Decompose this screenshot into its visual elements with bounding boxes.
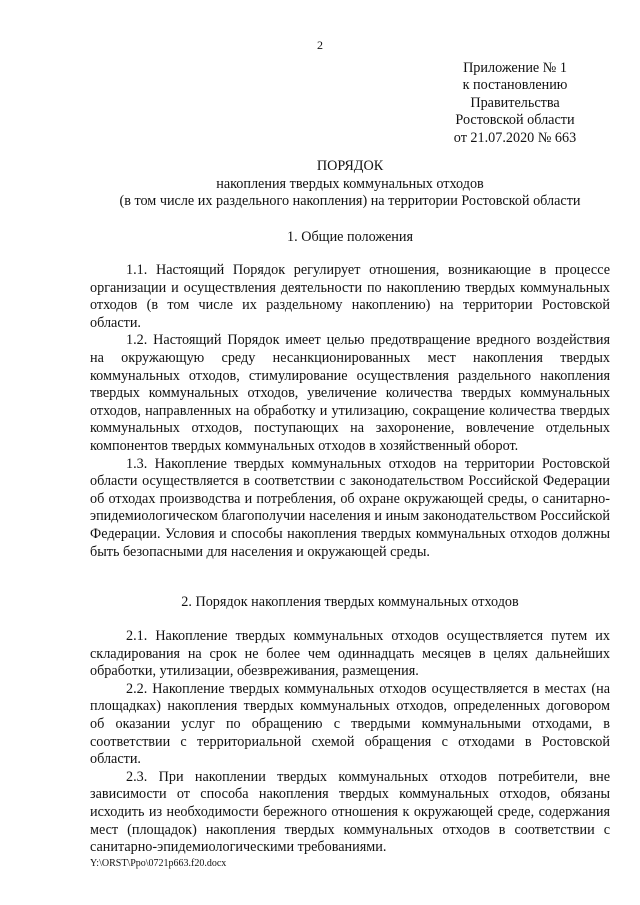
section-heading: 1. Общие положения: [287, 229, 413, 245]
appendix-line: Приложение № 1: [463, 60, 567, 76]
paragraph: 1.2. Настоящий Порядок имеет целью предотвращение вредного воздействия на окружающую среду несанкционированных мест накопления твердых коммунальных отходов, стимулирование осуществления раздельного накопления твердых коммунальных отходов, увеличение количества твердых коммунальных отходов, направленных на обработку и утилизацию, сокращение количества твердых коммунальных отходов, поступающих на захоронение, вовлечение отдельных компонентов твердых коммунальных отходов в хозяйственный оборот.: [90, 332, 610, 454]
paragraph: 1.1. Настоящий Порядок регулирует отношения, возникающие в процессе организации и осуществления деятельности по накоплению твердых коммунальных отходов (в том числе их раздельному накоплению) на территории Ростовской области.: [90, 262, 610, 331]
page-number: 2: [317, 38, 323, 52]
document-title-block: [60, 158, 640, 211]
document-subtitle: накопления твердых коммунальных отходов: [216, 175, 484, 192]
appendix-line: Правительства: [470, 94, 560, 111]
paragraph: 2.1. Накопление твердых коммунальных отходов осуществляется путем их складирования на срок не более чем одиннадцать месяцев в целях дальнейших обработки, утилизации, обезвреживания, размещения.: [90, 628, 610, 680]
paragraph: 2.2. Накопление твердых коммунальных отходов осуществляется в местах (на площадках) накопления твердых коммунальных отходов, определенных договором об оказании услуг по обращению с твердыми коммунальными отходами, в соответствии с территориальной схемой обращения с отходами в Ростовской области.: [90, 680, 610, 768]
appendix-line: к постановлению: [462, 77, 568, 94]
paragraph: 2.3. При накоплении твердых коммунальных отходов потребители, вне зависимости от способа накопления твердых коммунальных отходов, обязаны исходить из необходимости бережного отношения к окружающей среде, содержания мест (площадок) накопления твердых коммунальных отходов в соответствии с санитарно-эпидемиологическими требованиями.: [90, 768, 610, 856]
section-heading: 2. Порядок накопления твердых коммунальных отходов: [181, 594, 519, 610]
file-path-footer: Y:\ORST\Ppo\0721p663.f20.docx: [90, 858, 227, 869]
section-body: [90, 628, 610, 857]
appendix-block: [440, 60, 590, 147]
document-subtitle: (в том числе их раздельного накопления) на территории Ростовской области: [119, 193, 581, 210]
document-title: ПОРЯДОК: [316, 158, 384, 174]
appendix-line: от 21.07.2020 № 663: [453, 129, 577, 146]
paragraph: 1.3. Накопление твердых коммунальных отходов на территории Ростовской области осуществляется в соответствии с законодательством Российской Федерации об отходах производства и потребления, об охране окружающей среды, о санитарно-эпидемиологическом благополучии населения и иным законодательством Российской Федерации. Условия и способы накопления твердых коммунальных отходов должны быть безопасными для населения и окружающей среды.: [90, 455, 610, 560]
section-body: [90, 262, 610, 561]
appendix-line: Ростовской области: [455, 112, 575, 129]
